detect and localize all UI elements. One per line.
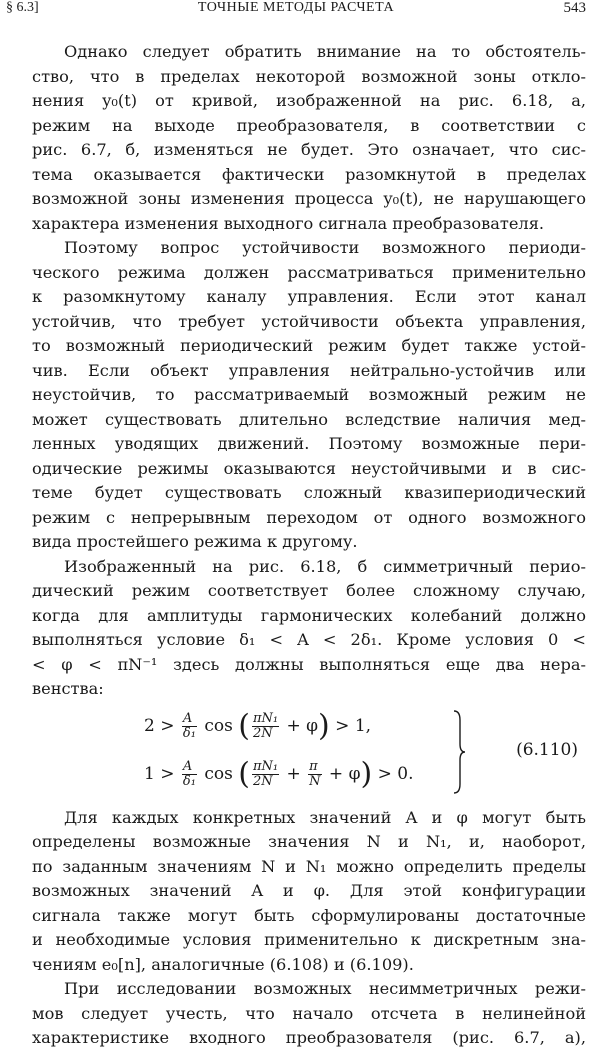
text-line: чениям e₀[n], аналогичные (6.108) и (6.109). (32, 954, 414, 974)
text-line: < φ < πN⁻¹ здесь должны выполняться еще два нера- (32, 654, 586, 674)
page-body (32, 40, 586, 1051)
paragraph-3 (32, 555, 586, 702)
text-line: ство, что в пределах некоторой возможной зоны откло- (32, 66, 586, 86)
text-line: сигнала также могут быть сформулированы достаточные (32, 905, 586, 925)
text-line: характеристике входного преобразователя (рис. 6.7, а), (32, 1028, 586, 1047)
text-line: При исследовании возможных несимметричных режи- (64, 979, 586, 998)
eq2-pi-fraction (308, 760, 321, 789)
right-brace-icon (452, 710, 466, 794)
text-line: возможной зоны изменения процесса y₀(t), не нарушающего (32, 189, 586, 208)
text-line: теме будет существовать сложный квазипериодический (32, 483, 586, 502)
text-line: Для каждых конкретных значений A и φ могут быть (64, 807, 586, 827)
eq2-inner-den: 2N (252, 773, 273, 789)
text-line: характера изменения выходного сигнала преобразователя. (32, 213, 545, 233)
text-line: ленных уводящих движений. Поэтому возможные пери- (32, 434, 586, 453)
text-line: тема оказывается фактически разомкнутой в пределах (32, 164, 586, 184)
running-title: ТОЧНЫЕ МЕТОДЫ РАСЧЕТА (197, 0, 395, 15)
text-line: возможных значений A и φ. Для этой конфигурации (32, 881, 586, 900)
eq2-paren-open: ( (238, 755, 250, 791)
text-line: может существовать длительно вследствие наличия мед- (32, 409, 586, 429)
eq1-lhs: 2 > (144, 715, 175, 736)
inequality-2 (144, 755, 414, 791)
eq2-frac-den: δ₁ (182, 773, 196, 789)
eq1-cos: cos (204, 715, 233, 736)
text-line: вида простейшего режима к другому. (32, 532, 358, 551)
section-mark: § 6.3] (6, 0, 39, 15)
paragraph-1 (32, 40, 586, 236)
eq1-rhs: > 1, (335, 715, 372, 736)
text-line: дический режим соответствует более сложному случаю, (32, 581, 586, 600)
eq2-pi-den: N (309, 773, 321, 789)
paragraph-2 (32, 236, 586, 555)
text-line: Однако следует обратить внимание на то обстоятель- (64, 42, 586, 61)
eq2-cos: cos (204, 763, 233, 784)
text-line: чив. Если объект управления нейтрально-устойчив или (32, 360, 586, 380)
text-line: то возможный периодический режим будет также устой- (32, 336, 586, 355)
eq1-frac-den: δ₁ (182, 725, 196, 741)
eq2-plus: + (286, 763, 301, 784)
eq2-fraction (182, 760, 197, 789)
page-number: 543 (563, 0, 586, 16)
equation-6-110 (32, 704, 586, 802)
eq1-paren-open: ( (238, 707, 250, 743)
text-line: к разомкнутому каналу управления. Если этот канал (32, 287, 586, 306)
eq2-inner-fraction (252, 760, 279, 789)
eq1-fraction (182, 712, 197, 741)
eq1-inner-fraction (252, 712, 279, 741)
eq1-inner-num: πN₁ (252, 710, 279, 726)
text-line: рис. 6.7, б, изменяться не будет. Это означает, что сис- (32, 140, 586, 159)
text-line: Поэтому вопрос устойчивости возможного периоди- (64, 238, 586, 257)
eq2-inner-num: πN₁ (252, 758, 279, 774)
page-header (6, 0, 586, 16)
eq1-frac-num: A (182, 712, 197, 727)
paragraph-5 (32, 977, 586, 1051)
text-line: по заданным значениям N и N₁ можно определить пределы (32, 856, 586, 876)
text-line: устойчив, что требует устойчивости объекта управления, (32, 311, 586, 331)
text-line: определены возможные значения N и N₁, и, наоборот, (32, 832, 586, 851)
text-line: неустойчив, то рассматриваемый возможный режим не (32, 385, 586, 404)
text-line: венства: (32, 679, 104, 698)
eq2-lhs: 1 > (144, 763, 175, 784)
text-line: нения y₀(t) от кривой, изображенной на рис. 6.18, а, (32, 91, 586, 110)
paragraph-4 (32, 806, 586, 978)
text-line: выполняться условие δ₁ < A < 2δ₁. Кроме условия 0 < (32, 630, 586, 649)
text-line: режим с непрерывным переходом от одного возможного (32, 507, 586, 527)
eq1-inner-den: 2N (252, 725, 273, 741)
inequality-1 (144, 707, 372, 743)
text-line: одические режимы оказываются неустойчивыми и в сис- (32, 458, 586, 478)
text-line: Изображенный на рис. 6.18, б симметричный перио- (64, 556, 586, 576)
eq2-tail: + φ (328, 763, 361, 784)
eq1-tail: + φ (286, 715, 319, 736)
equation-number: (6.110) (516, 739, 578, 760)
eq1-paren-close: ) (318, 707, 330, 743)
eq2-frac-num: A (182, 760, 197, 775)
text-line: ческого режима должен рассматриваться применительно (32, 262, 586, 282)
text-line: и необходимые условия применительно к дискретным зна- (32, 930, 586, 949)
eq2-rhs: > 0. (377, 763, 414, 784)
text-line: когда для амплитуды гармонических колебаний должно (32, 605, 586, 625)
text-line: режим на выходе преобразователя, в соответствии с (32, 115, 586, 135)
text-line: мов следует учесть, что начало отсчета в нелинейной (32, 1003, 586, 1023)
eq2-pi-num: π (308, 760, 321, 775)
eq2-paren-close: ) (360, 755, 373, 791)
